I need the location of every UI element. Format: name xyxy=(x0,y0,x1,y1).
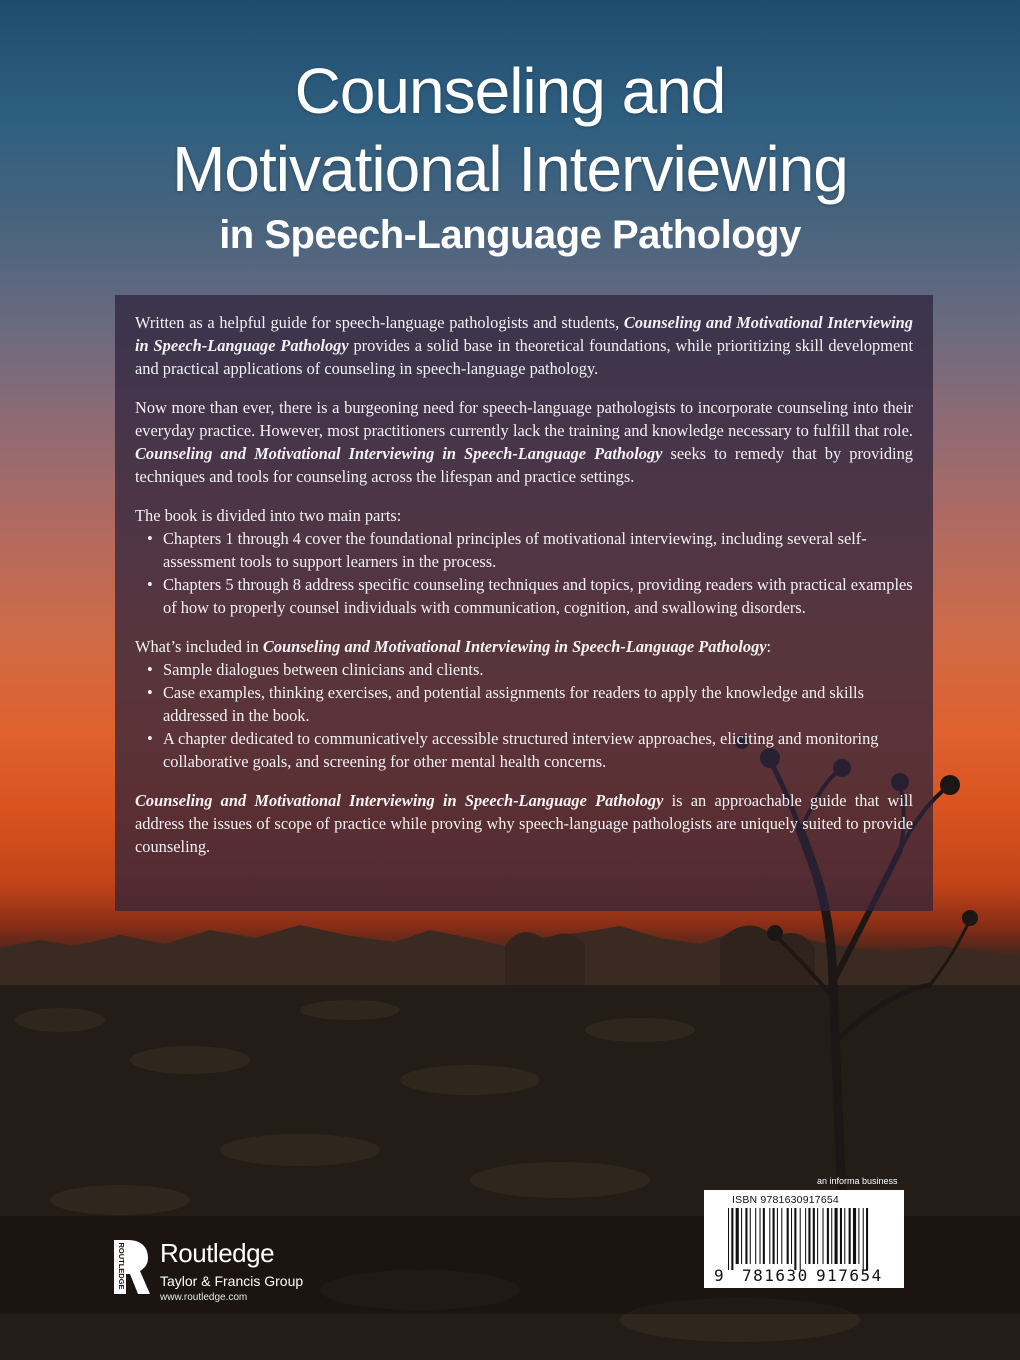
barcode-bar xyxy=(728,1208,729,1270)
barcode-bar xyxy=(800,1208,801,1270)
isbn-label: ISBN 9781630917654 xyxy=(732,1194,839,1206)
mark-text: ROUTLEDGE xyxy=(117,1242,126,1290)
barcode-bar xyxy=(755,1208,756,1264)
barcode-bar xyxy=(817,1208,818,1264)
informa-tagline: an informa business xyxy=(817,1176,898,1186)
description-closing: Counseling and Motivational Interviewing in Speech-Language Pathology is an approachable guide that will address the issues of scope of practice while proving why speech-language pathologists are uniquely suited to provide counseling. xyxy=(135,791,913,856)
barcode-bar xyxy=(787,1208,789,1264)
parts-list xyxy=(135,527,913,619)
barcode-bar xyxy=(844,1208,845,1264)
list-item: • Sample dialogues between clinicians and clients. xyxy=(163,658,913,681)
routledge-mark-icon xyxy=(110,1236,152,1298)
barcode-bar xyxy=(745,1208,747,1264)
isbn-barcode xyxy=(704,1190,904,1288)
barcode-bar xyxy=(840,1208,842,1264)
barcode-digits-left: 781630 xyxy=(742,1266,809,1285)
barcode-bar xyxy=(731,1208,733,1270)
barcode-bar xyxy=(808,1208,810,1264)
barcode-bar xyxy=(835,1208,838,1264)
description-paragraph-2: Now more than ever, there is a burgeoning need for speech-language pathologists to incorporate counseling into their everyday practice. However, most practitioners currently lack the training and knowledge necessary to fulfill that role. Counseling and Motivational Interviewing in Speech-Language Pathology seeks to remedy that by providing techniques and tools for counseling across the lifespan and practice settings. xyxy=(135,398,913,486)
included-intro: What’s included in Counseling and Motivational Interviewing in Speech-Language Pathology: xyxy=(135,637,772,656)
book-title-reference: Counseling and Motivational Interviewing in Speech-Language Pathology xyxy=(135,313,913,355)
barcode-digits-right: 917654 xyxy=(816,1266,883,1285)
included-list xyxy=(135,658,913,773)
barcode-digit-first: 9 xyxy=(714,1266,726,1285)
barcode-bar xyxy=(777,1208,778,1264)
barcode-bar xyxy=(827,1208,829,1264)
barcode-bar xyxy=(853,1208,856,1264)
barcode-bar xyxy=(831,1208,832,1264)
barcode-bar xyxy=(781,1208,782,1264)
barcode-bar xyxy=(858,1208,859,1264)
list-item: • A chapter dedicated to communicatively accessible structured interview approaches, eliciting and monitoring collaborative goals, and screening for other mental health concerns. xyxy=(163,727,913,773)
barcode-bar xyxy=(760,1208,761,1264)
barcode-bar xyxy=(866,1208,868,1270)
list-item: • Case examples, thinking exercises, and potential assignments for readers to apply the knowledge and skills addressed in the book. xyxy=(163,681,913,727)
barcode-bar xyxy=(805,1208,806,1264)
book-title-reference: Counseling and Motivational Interviewing in Speech-Language Pathology xyxy=(135,791,664,810)
barcode-bar xyxy=(849,1208,851,1264)
barcode-bar xyxy=(769,1208,770,1264)
publisher-group: Taylor & Francis Group xyxy=(160,1273,304,1289)
title-line-1: Counseling and xyxy=(294,55,726,127)
barcode-bar xyxy=(763,1208,765,1264)
barcode-bar xyxy=(823,1208,824,1264)
book-title-reference: Counseling and Motivational Interviewing in Speech-Language Pathology xyxy=(262,637,767,656)
list-item: • Chapters 1 through 4 cover the foundational principles of motivational interviewing, including several self-assessment tools to support learners in the process. xyxy=(163,527,913,573)
publisher-url[interactable]: www.routledge.com xyxy=(160,1292,248,1303)
barcode-bar xyxy=(791,1208,792,1264)
title-line-3: in Speech-Language Pathology xyxy=(219,213,801,257)
publisher-name: Routledge xyxy=(160,1238,275,1268)
barcode-bar xyxy=(813,1208,815,1264)
barcode-bar xyxy=(773,1208,775,1264)
barcode-bar xyxy=(863,1208,864,1270)
barcode-bar xyxy=(750,1208,751,1264)
description-paragraph-1: Written as a helpful guide for speech-language pathologists and students, Counseling and Motivational Interviewing in Speech-Language Pathology provides a solid base in theoretical foundations, while prioritizing skill development and practical applications of counseling in speech-language pathology. xyxy=(135,313,913,378)
parts-intro: The book is divided into two main parts: xyxy=(135,506,402,525)
title-line-2: Motivational Interviewing xyxy=(172,133,848,205)
barcode-bar xyxy=(741,1208,742,1264)
barcode-bar xyxy=(794,1208,796,1270)
book-title-reference: Counseling and Motivational Interviewing in Speech-Language Pathology xyxy=(135,444,663,463)
cover-title xyxy=(0,52,1020,258)
list-item: • Chapters 5 through 8 address specific counseling techniques and topics, providing readers with practical examples of how to properly counsel individuals with communication, cognition, and swallowing disorders. xyxy=(163,573,913,619)
description-panel xyxy=(115,295,933,911)
barcode-bar xyxy=(736,1208,739,1264)
